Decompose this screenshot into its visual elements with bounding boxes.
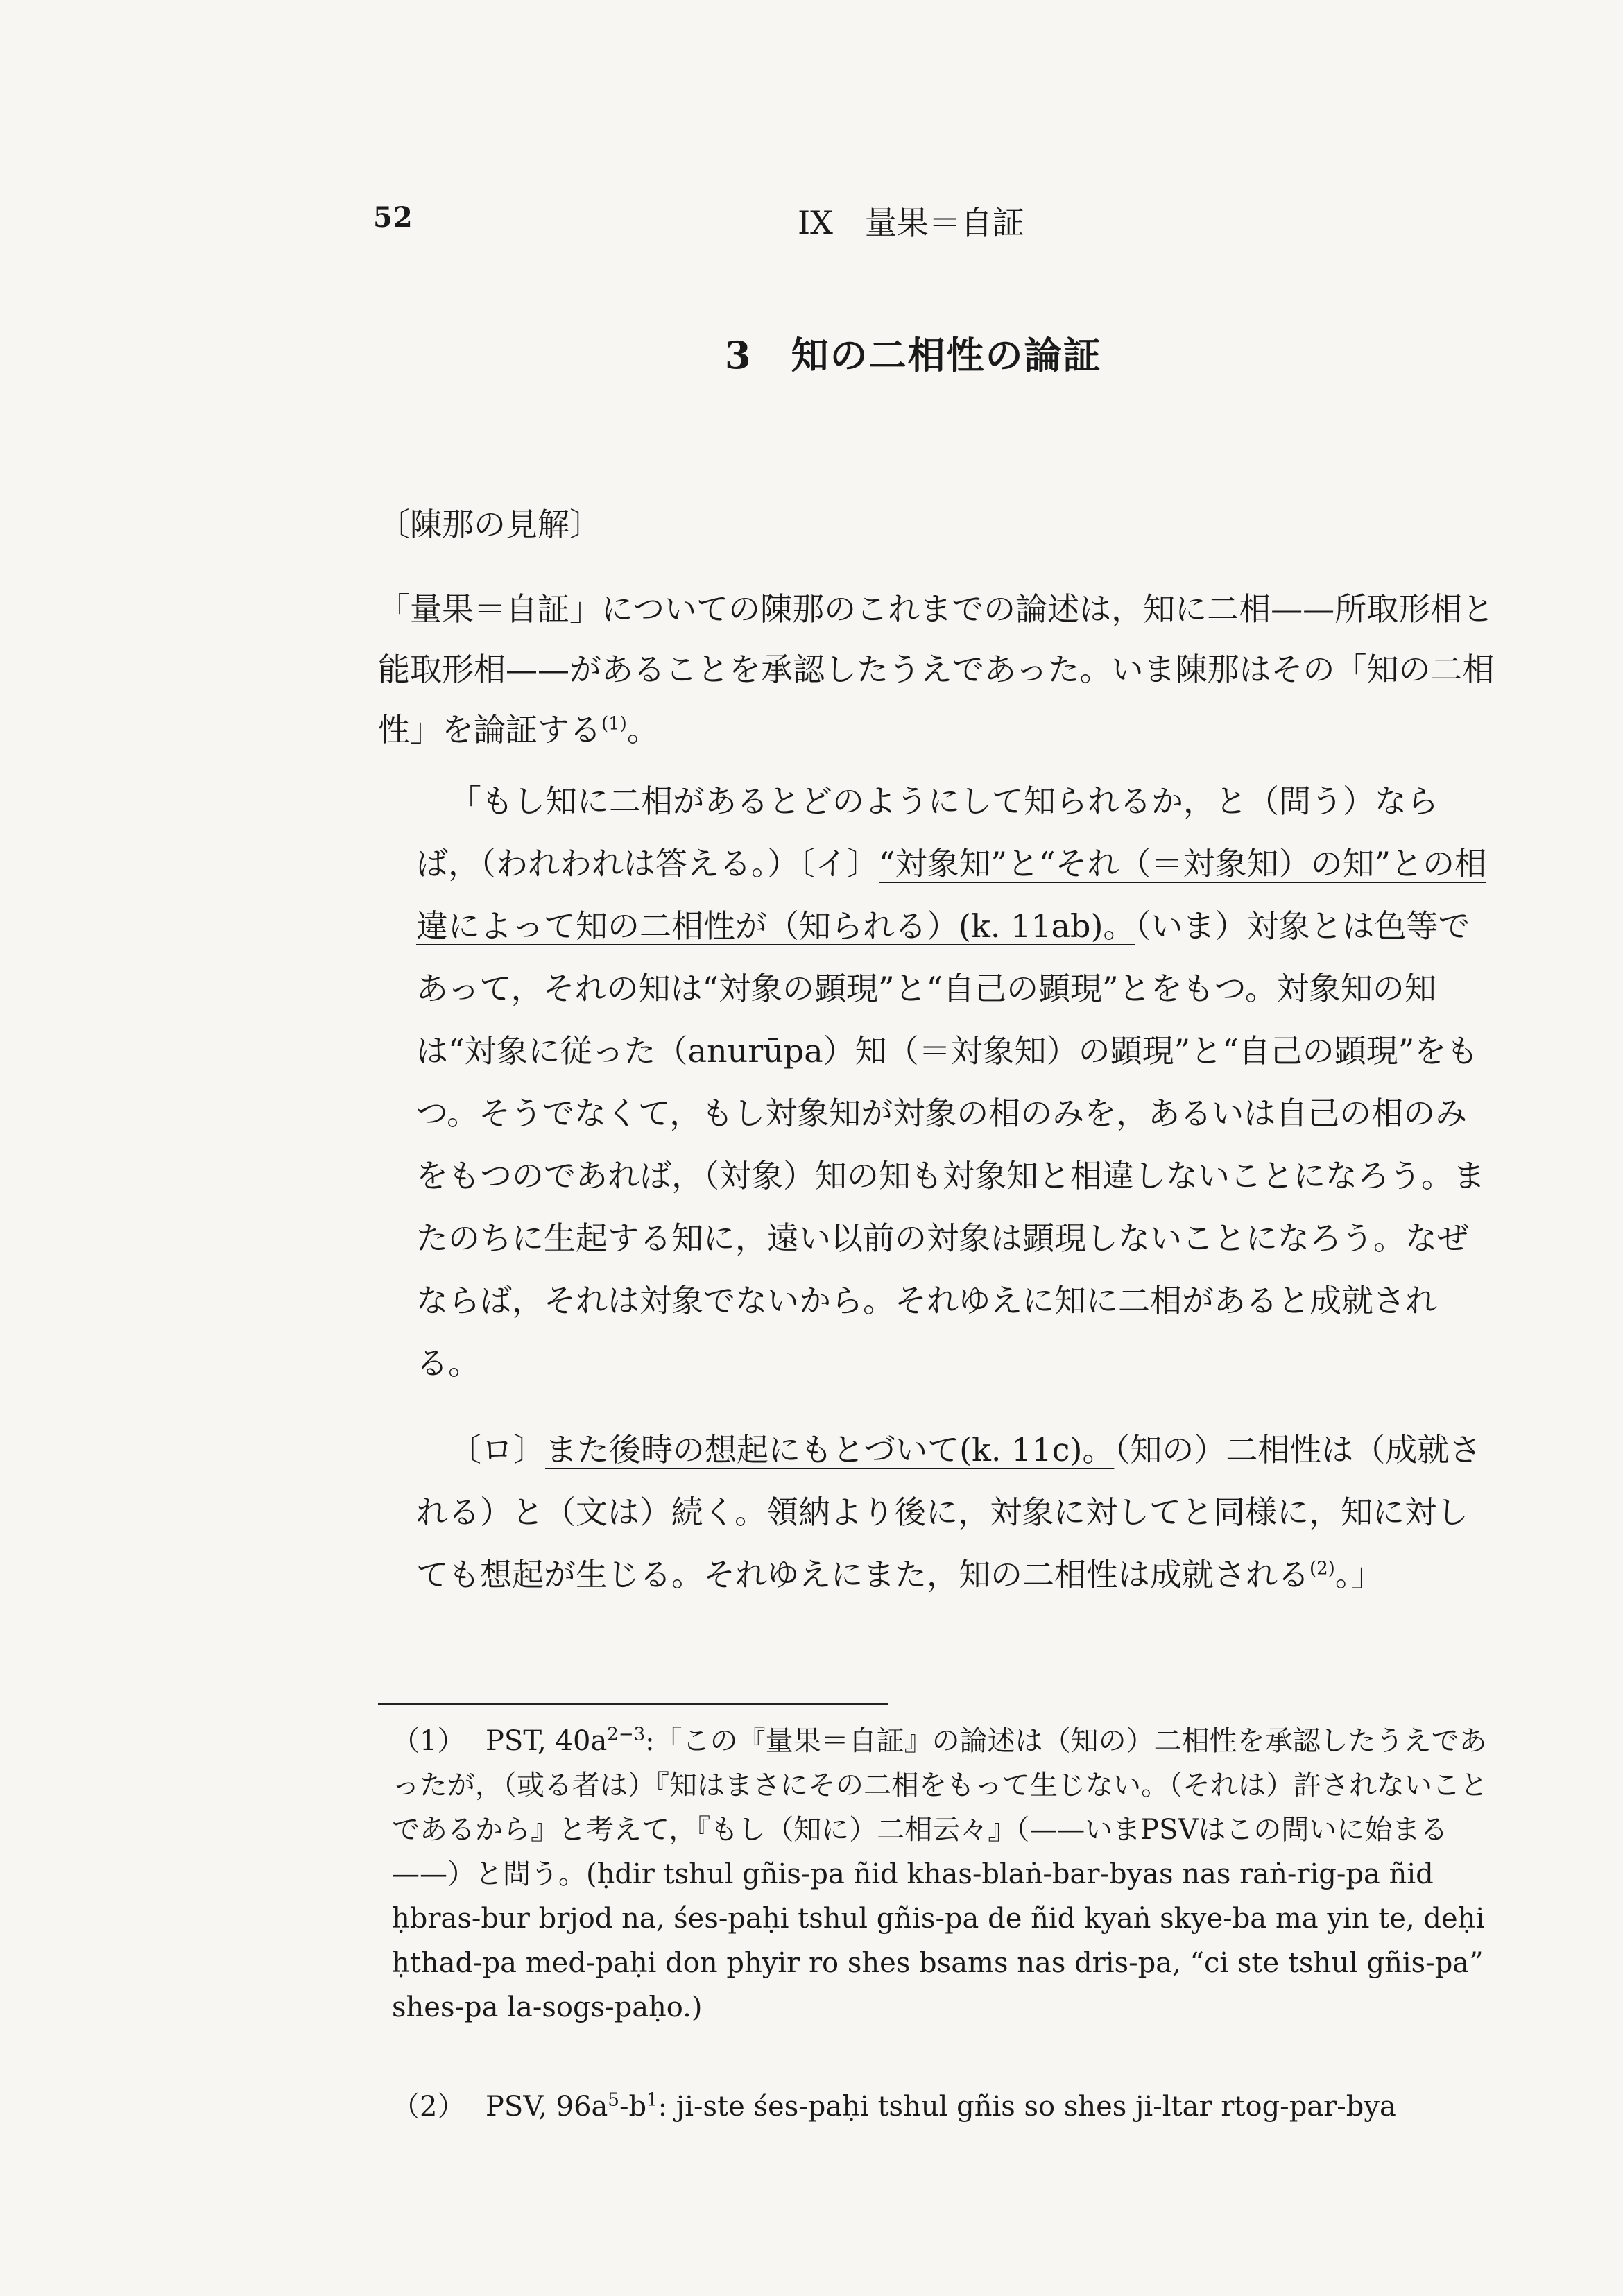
footnote-2-mid: -b — [619, 2091, 647, 2123]
quote1-lead: 「もし知に二相があるとどのようにして知られるか，と（問う）ならば，（われわれは答える。）〔イ〕 — [416, 782, 1439, 882]
footnote-2-lead: PSV, 96a — [486, 2091, 608, 2123]
quote1-underlined: “対象知”と“それ（＝対象知）の知”との相違によって知の二相性が（知られる）(k. 11ab)。 — [416, 845, 1487, 945]
quote-paragraph-1 — [416, 770, 1495, 1394]
footnote-2-sup: 5 — [608, 2089, 619, 2111]
footnote-rule — [378, 1703, 888, 1705]
quote2-underlined: また後時の想起にもとづいて(k. 11c)。 — [545, 1431, 1115, 1468]
footnote-1-sup: 2−3 — [607, 1724, 646, 1745]
subhead: 〔陳那の見解〕 — [378, 506, 601, 543]
quote1-body: （いま）対象とは色等であって，それの知は“対象の顕現”と“自己の顕現”とをもつ。対象知の知は“対象に従った（anurūpa）知（＝対象知）の顕現”と“自己の顕現”をもつ。そうでなくて，もし対象知が対象の相のみを，あるいは自己の相のみをもつのであれば，（対象）知の知も対象知と相違しないことになろう。またのちに生起する知に，遠い以前の対象は顕現しないことになろう。なぜならば，それは対象でないから。それゆえに知に二相があると成就される。 — [416, 907, 1485, 1382]
footnote-2-number: （2） — [392, 2091, 465, 2123]
footnote-ref-1: (1) — [601, 713, 627, 735]
footnote-1-text: :「この『量果＝自証』の論述は（知の）二相性を承認したうえであったが，（或る者は）『知はまさにその二相をもって生じない。（それは）許されないことであるから』と考えて，『もし（知に）二相云々』（——いまPSVはこの問いに始まる——）と問う。(ḥdir tshul gñis-pa ñid khas-blaṅ-bar-byas nas raṅ-rig-pa ñid ḥbras-bur brjod na, śes-paḥi tshul gñis-pa de ñid kyaṅ skye-ba ma yin te, deḥi ḥthad-pa med-paḥi don phyir ro shes bsams nas dris-pa, “ci ste tshul gñis-pa” shes-pa la-sogs-paḥo.) — [392, 1725, 1488, 2023]
section-title: 3 知の二相性の論証 — [725, 333, 1102, 377]
quote-paragraph-2 — [416, 1419, 1495, 1606]
footnote-1-lead: PST, 40a — [486, 1725, 608, 1757]
intro-end: 。 — [626, 711, 659, 748]
footnote-2-text: : ji-ste śes-paḥi tshul gñis so shes ji-ltar rtog-par-bya — [658, 2091, 1396, 2123]
footnote-ref-2: (2) — [1309, 1558, 1335, 1579]
quote2-lead: 〔ロ〕 — [449, 1431, 545, 1468]
running-head: IX 量果＝自証 — [798, 204, 1024, 241]
intro-paragraph — [378, 579, 1495, 760]
footnote-2-sup2: 1 — [646, 2089, 658, 2111]
footnote-1-number: （1） — [392, 1725, 465, 1757]
footnote-1 — [392, 1719, 1495, 2030]
footnote-2 — [392, 2084, 1495, 2129]
page-number: 52 — [373, 201, 413, 234]
intro-text: 「量果＝自証」についての陳那のこれまでの論述は，知に二相——所取形相と能取形相——があることを承認したうえであった。いま陳那はその「知の二相性」を論証する — [378, 590, 1495, 748]
quote2-body: （知の）二相性は（成就される）と（文は）続く。領納より後に，対象に対してと同様に，知に対しても想起が生じる。それゆえにまた，知の二相性は成就される — [416, 1431, 1482, 1593]
quote2-end: 。」 — [1334, 1556, 1383, 1593]
